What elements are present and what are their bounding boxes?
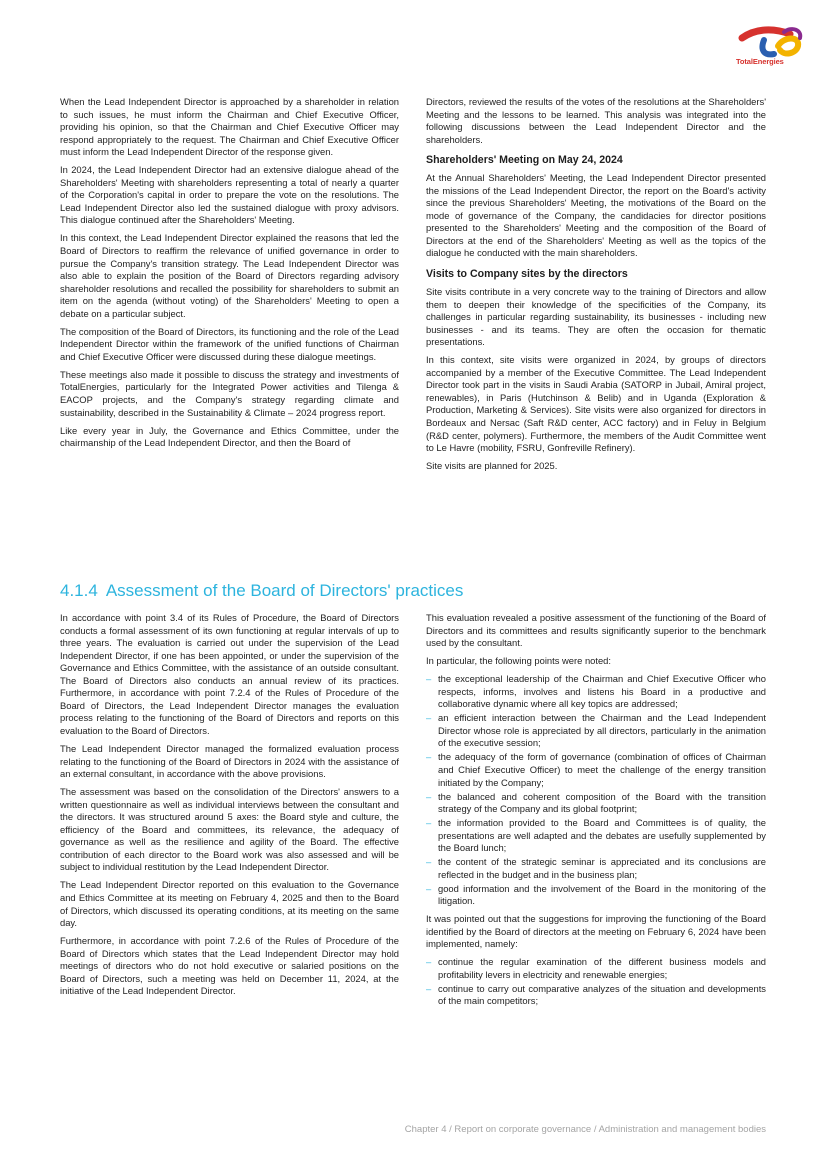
list-item: – the content of the strategic seminar is appreciated and its conclusions are reflected in the budget and in the business plan; [426, 856, 766, 881]
paragraph: The assessment was based on the consolidation of the Directors' answers to a written questionnaire as well as individual interviews between the consultant and the directors. It was structured around 5 axes: the Board style and culture, the efficiency of the Board and committees, its relevance, the adequacy of governance as well as the resilience and agility of the Board. The effective contribution of each director to the Board work was also assessed and will be subject to individual restitution by the Lead Independent Director. [60, 786, 399, 873]
list-item: – the adequacy of the form of governance (combination of offices of Chairman and Chief Executive Officer) to meet the challenge of the energy transition initiated by the Company; [426, 751, 766, 789]
section-title: Assessment of the Board of Directors' practices [105, 581, 464, 600]
list-item: – the information provided to the Board and Committees is of quality, the presentations are well adapted and the debates are usefully supplemented by the Board lunch; [426, 817, 766, 855]
paragraph: Directors, reviewed the results of the votes of the resolutions at the Shareholders' Meeting and the lessons to be learned. This analysis was integrated into the following discussions between the Lead Independent Director and the shareholders. [426, 96, 766, 145]
section-heading [60, 580, 463, 602]
paragraph: In accordance with point 3.4 of its Rules of Procedure, the Board of Directors conducts a formal assessment of its own functioning at regular intervals of up to three years. The evaluation is carried out under the supervision of the Lead Independent Director, if one has been appointed, or under the supervision of the Governance and Ethics Committee, with the assistance of an outside consultant. The Board of Directors also conducts an annual review of its practices. Furthermore, in accordance with point 7.2.4 of the Rules of Procedure of the Board of Directors, the Lead Independent Director manages the evaluation process relating to the functioning of the Board of Directors and reports on this evaluation to the Board of Directors. [60, 612, 399, 736]
bottom-left-column [60, 612, 399, 1003]
paragraph: Like every year in July, the Governance and Ethics Committee, under the chairmanship of the Lead Independent Director, and then the Board of [60, 424, 399, 449]
paragraph: Site visits are planned for 2025. [426, 460, 558, 472]
list-item: – good information and the involvement of the Board in the monitoring of the litigation. [426, 883, 766, 908]
list-item: – the exceptional leadership of the Chairman and Chief Executive Officer who respects, informs, involves and listens his Board in a productive and collaborative dynamic where all key topics are addressed; [426, 673, 766, 711]
assessment-points-list [426, 673, 766, 908]
paragraph: This evaluation revealed a positive assessment of the functioning of the Board of Directors and its committees and results significantly superior to the benchmark used by the consultant. [426, 612, 766, 649]
paragraph: These meetings also made it possible to discuss the strategy and investments of TotalEnergies, particularly for the Integrated Power activities and Tilenga & EACOP projects, and the Company's strategy regarding climate and sustainability, described in the Sustainability & Climate – 2024 progress report. [60, 368, 399, 418]
top-left-column [60, 96, 399, 455]
list-item: – an efficient interaction between the Chairman and the Lead Independent Director whose role is appreciated by all directors, particularly in the animation of the executive session; [426, 712, 766, 750]
paragraph: It was pointed out that the suggestions for improving the functioning of the Board identified by the Board of directors at the meeting on February 6, 2024 have been implemented, namely: [426, 913, 766, 950]
paragraph: Furthermore, in accordance with point 7.2.6 of the Rules of Procedure of the Board of Directors which states that the Lead Independent Director may hold meetings of directors who do not hold executive or salaried positions on the Board of Directors, such a meeting was held on December 11, 2024, at the initiative of the Lead Independent Director. [60, 935, 399, 997]
paragraph: The Lead Independent Director reported on this evaluation to the Governance and Ethics Committee at its meeting on February 4, 2025 and then to the Board of Directors, which discussed its operating conditions, at its meeting on the same day. [60, 879, 399, 929]
list-item: – the balanced and coherent composition of the Board with the transition strategy of the Company and its global footprint; [426, 791, 766, 816]
paragraph: The composition of the Board of Directors, its functioning and the role of the Lead Independent Director within the framework of the unified functions of Chairman and Chief Executive Officer were discussed during these dialogue meetings. [60, 325, 399, 362]
list-item: – continue the regular examination of the different business models and profitability levers in electricity and renewable energies; [426, 956, 766, 981]
paragraph: In 2024, the Lead Independent Director had an extensive dialogue ahead of the Shareholders' Meeting with shareholders representing a total of nearly a quarter of the Corporation's capital in order to prepare the vote on the resolutions. The Lead Independent Director also led the sustained dialogue with proxy advisors. This dialogue continued after the Shareholders' Meeting. [60, 164, 399, 226]
section-number: 4.1.4 [60, 581, 98, 600]
paragraph: At the Annual Shareholders' Meeting, the Lead Independent Director presented the missions of the Lead Independent Director, the report on the Board's activity since the previous Shareholders' Meeting, the motivations of the Board on the mode of governance of the Company, the candidacies for director positions presented to the Shareholders' Meeting and the composition of the Board of Directors at the end of the Shareholders' Meeting as well as the topics of the dialogue he conducted with the main shareholders. [426, 172, 766, 259]
paragraph: When the Lead Independent Director is approached by a shareholder in relation to such issues, he must inform the Chairman and Chief Executive Officer, providing his opinion, so that the Chairman and Chief Executive Officer may respond appropriately to the request. The Chairman and Chief Executive Officer must inform the Lead Independent Director of the response given. [60, 96, 399, 158]
site-visits-heading: Visits to Company sites by the directors [426, 268, 628, 281]
paragraph: The Lead Independent Director managed the formalized evaluation process relating to the functioning of the Board of Directors in 2024 with the assistance of an external consultant, in accordance with the above provisions. [60, 742, 399, 780]
shareholders-meeting-heading: Shareholders' Meeting on May 24, 2024 [426, 154, 623, 167]
paragraph: Site visits contribute in a very concrete way to the training of Directors and allow them to deepen their knowledge of the specificities of the Company, its challenges in particular regarding sustainability, its businesses - including new businesses - and its teams. They are often the occasion for thematic presentations. [426, 286, 766, 348]
top-right-column [426, 96, 766, 478]
paragraph: In this context, site visits were organized in 2024, by groups of directors accompanied by a member of the Executive Committee. The Lead Independent Director took part in the visits in Saudi Arabia (SATORP in Jubail, Amiral project, renewables), in Paris (Hutchinson & Belib) and in Uganda (Exploration & Production, Marketing & Services). Site visits were also organized for directors in Bordeaux and Nersac (Saft R&D center, ACC factory) and in Feluy in Belgium (R&D center, polymers). Furthermore, the members of the Audit Committee went to Le Havre (mobility, FSRU, Gonfreville Refinery). [426, 354, 766, 454]
list-item: – continue to carry out comparative analyzes of the situation and developments of the main competitors; [426, 983, 766, 1008]
brand-name: TotalEnergies [736, 57, 784, 66]
page-footer: Chapter 4 / Report on corporate governance / Administration and management bodies [404, 1124, 766, 1135]
improvements-list [426, 956, 766, 1008]
paragraph: In this context, the Lead Independent Director explained the reasons that led the Board of Directors to reaffirm the relevance of unified governance in order to pursue the Company's transition strategy. The Lead Independent Director was also able to explain the position of the Board of Directors regarding advisory shareholder resolutions and recalled the possibility for shareholders to submit an item on the agenda (without voting) of the Shareholders' Meeting to open a debate on a particular subject. [60, 232, 399, 319]
paragraph: In particular, the following points were noted: [426, 655, 612, 667]
bottom-right-column [426, 612, 766, 1013]
